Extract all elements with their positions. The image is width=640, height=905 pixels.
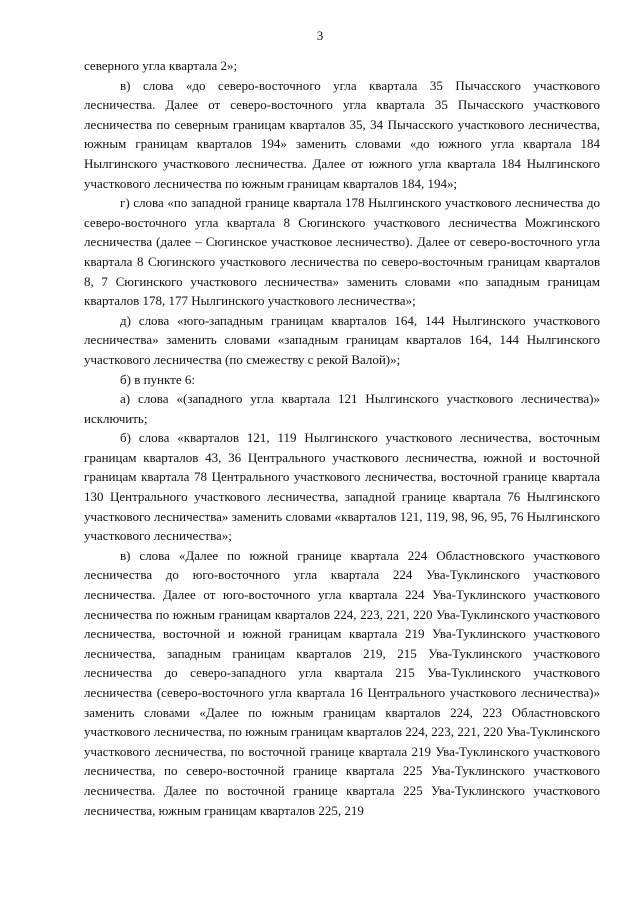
- paragraph: б) в пункте 6:: [120, 371, 195, 387]
- paragraph: а) слова «(западного угла квартала 121 Нылгинского участкового лесничества)» исключить;: [84, 391, 600, 426]
- page-number: 3: [316, 28, 324, 43]
- paragraph: в) слова «до северо-восточного угла квартала 35 Пычасского участкового лесничества. Далее от северо-восточного угла квартала 35 Пычасского участкового лесничества по северным границам кварталов 35, 34 Пычасского участкового лесничества, южным границам кварталов 194» заменить словами «до южного угла квартала 184 Нылгинского участкового лесничества. Далее от южного угла квартала 184 Нылгинского участкового лесничества по южным границам кварталов 184, 194»;: [84, 77, 600, 191]
- paragraph: д) слова «юго-западным границам кварталов 164, 144 Нылгинского участкового лесничества» заменить словами «западным границам кварталов 164, 144 Нылгинского участкового лесничества (по смежеству с рекой Валой)»;: [84, 312, 600, 367]
- document-body: [84, 56, 600, 820]
- paragraph: в) слова «Далее по южной границе квартала 224 Областновского участкового лесничества до юго-восточного угла квартала 224 Ува-Туклинского участкового лесничества. Далее от юго-восточного угла квартала 224 Ува-Туклинского участкового лесничества по южным границам кварталов 224, 223, 221, 220 Ува-Туклинского участкового лесничества, восточной и южной границам квартала 219 Ува-Туклинского участкового лесничества, западным границам кварталов 219, 215 Ува-Туклинского участкового лесничества до северо-западного угла квартала 215 Ува-Туклинского участкового лесничества (северо-восточного угла квартала 16 Центрального участкового лесничества)» заменить словами «Далее по южным границам кварталов 224, 223 Областновского участкового лесничества, по южным границам кварталов 224, 223, 221, 220 Ува-Туклинского участкового лесничества, по восточной границе квартала 219 Ува-Туклинского участкового лесничества, по северо-восточной границе квартала 225 Ува-Туклинского участкового лесничества. Далее по восточной границе квартала 225 Ува-Туклинского участкового лесничества, южным границам кварталов 225, 219: [84, 547, 600, 818]
- paragraph: б) слова «кварталов 121, 119 Нылгинского участкового лесничества, восточным границам кварталов 43, 36 Центрального участкового лесничества, южной и восточной границам квартала 78 Центрального участкового лесничества, восточной границе квартала 130 Центрального участкового лесничества, западной границе квартала 76 Нылгинского участкового лесничества» заменить словами «кварталов 121, 119, 98, 96, 95, 76 Нылгинского участкового лесничества»;: [84, 430, 600, 544]
- paragraph: северного угла квартала 2»;: [84, 58, 238, 73]
- paragraph: г) слова «по западной границе квартала 178 Нылгинского участкового лесничества до северо-восточного угла квартала 8 Сюгинского участкового лесничества Можгинского лесничества (далее – Сюгинское участковое лесничество). Далее от северо-восточного угла квартала 8 Сюгинского участкового лесничества по северо-восточным границам кварталов 8, 7 Сюгинского участкового лесничества» заменить словами «по западным границам кварталов 178, 177 Нылгинского участкового лесничества»;: [84, 195, 600, 309]
